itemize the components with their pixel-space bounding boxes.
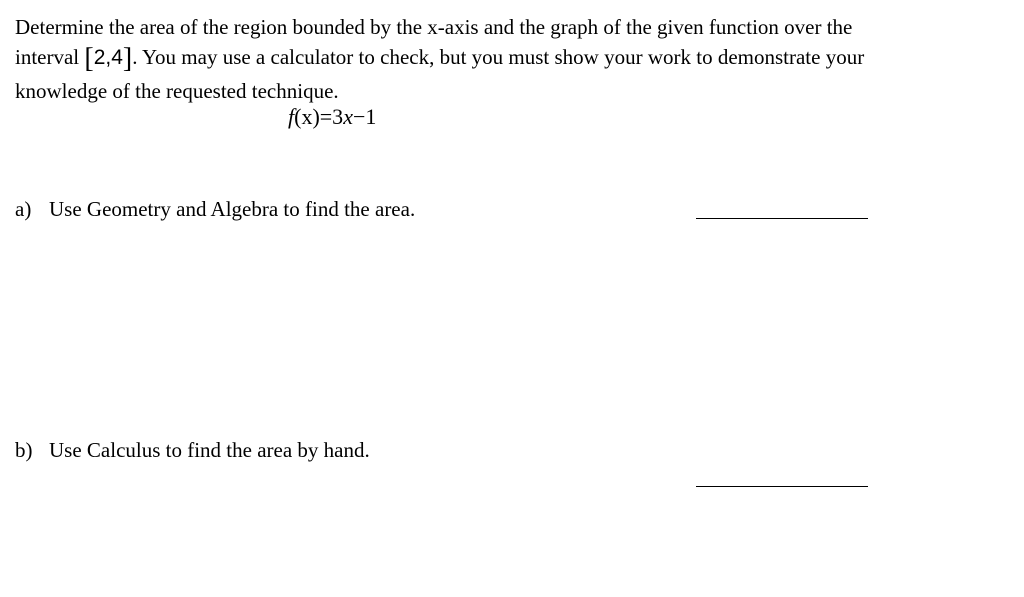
part-a-marker: a): [15, 197, 32, 221]
interval-prefix: interval: [15, 45, 80, 69]
interval-suffix: . You may use a calculator to check, but you must show your work to demonstrate your: [132, 45, 865, 69]
part-b-text: Use Calculus to find the area by hand.: [49, 438, 370, 462]
problem-line-3: knowledge of the requested technique.: [15, 79, 339, 103]
part-a-text: Use Geometry and Algebra to find the area.: [49, 197, 416, 221]
answer-line-a[interactable]: [696, 218, 868, 219]
part-b-marker: b): [15, 438, 33, 462]
formula-x: x: [343, 104, 353, 129]
part-a: [15, 196, 415, 222]
formula-rhs: −1: [352, 104, 377, 129]
interval-close-bracket: ]: [122, 43, 133, 74]
problem-line-2: [15, 44, 864, 72]
problem-line-1: Determine the area of the region bounded by the x-axis and the graph of the given function over the: [15, 15, 853, 39]
function-formula: [288, 104, 376, 130]
answer-line-b[interactable]: [696, 486, 868, 487]
formula-f: f: [288, 104, 295, 129]
interval-open-bracket: [: [84, 43, 94, 74]
formula-lhs: (x)=3: [294, 104, 344, 129]
interval-values: 2,4: [93, 46, 123, 69]
part-b: [15, 437, 370, 463]
